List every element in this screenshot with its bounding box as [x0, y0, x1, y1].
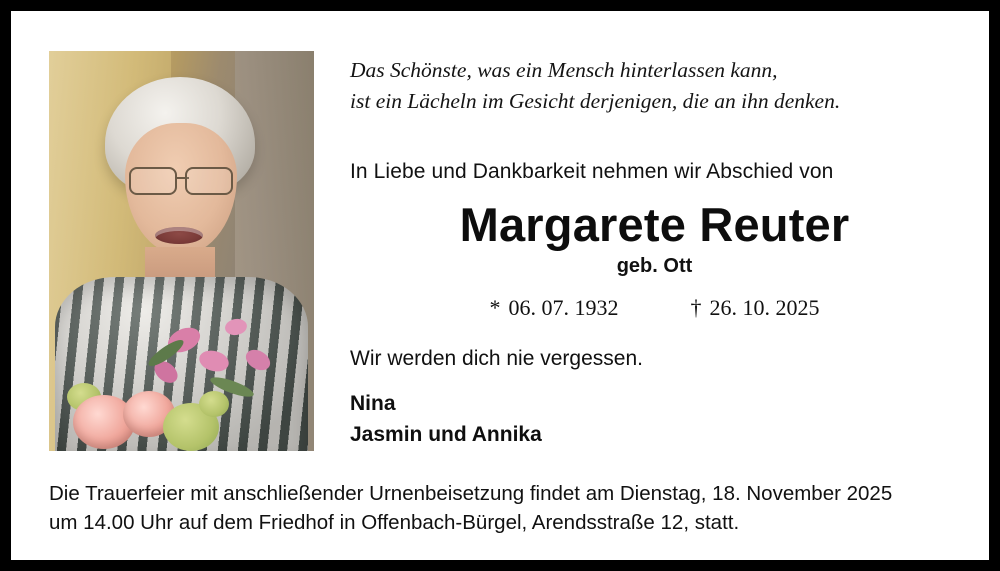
photo-bouquet-green [199, 391, 229, 417]
notice-top-area [49, 37, 959, 451]
notice-text-column [350, 37, 959, 450]
death-date-group [691, 295, 820, 321]
service-line-2: um 14.00 Uhr auf dem Friedhof in Offenbach-Bürgel, Arendsstraße 12, statt. [49, 511, 740, 535]
intro-text: In Liebe und Dankbarkeit nehmen wir Abschied von [350, 160, 834, 184]
birth-date: 06. 07. 1932 [508, 295, 619, 321]
service-details [49, 479, 959, 538]
portrait-photo [49, 51, 314, 451]
death-symbol: † [690, 295, 702, 321]
survivor-line-2: Jasmin und Annika [350, 422, 542, 446]
maiden-name: geb. Ott [616, 255, 693, 278]
service-line-1: Die Trauerfeier mit anschließender Urnenbeisetzung findet am Dienstag, 18. November 2025 [49, 481, 893, 505]
photo-flower-bouquet [67, 373, 217, 451]
photo-glasses-lens-left [129, 167, 177, 195]
memorial-verse [350, 55, 959, 116]
life-dates [350, 295, 959, 321]
survivor-line-1: Nina [350, 392, 396, 416]
verse-line-2: ist ein Lächeln im Gesicht derjenigen, die an ihn denken. [350, 88, 841, 113]
birth-symbol: * [489, 295, 501, 321]
notice-inner [11, 11, 989, 560]
birth-date-group [490, 295, 619, 321]
verse-line-1: Das Schönste, was ein Mensch hinterlassen kann, [350, 58, 778, 82]
portrait-container [49, 51, 314, 451]
survivors-list [350, 389, 959, 450]
farewell-text: Wir werden dich nie vergessen. [350, 347, 643, 371]
photo-smile [155, 227, 203, 244]
deceased-name: Margarete Reuter [459, 198, 850, 252]
photo-glasses [127, 167, 235, 193]
photo-glasses-lens-right [185, 167, 233, 195]
death-date: 26. 10. 2025 [709, 295, 820, 321]
